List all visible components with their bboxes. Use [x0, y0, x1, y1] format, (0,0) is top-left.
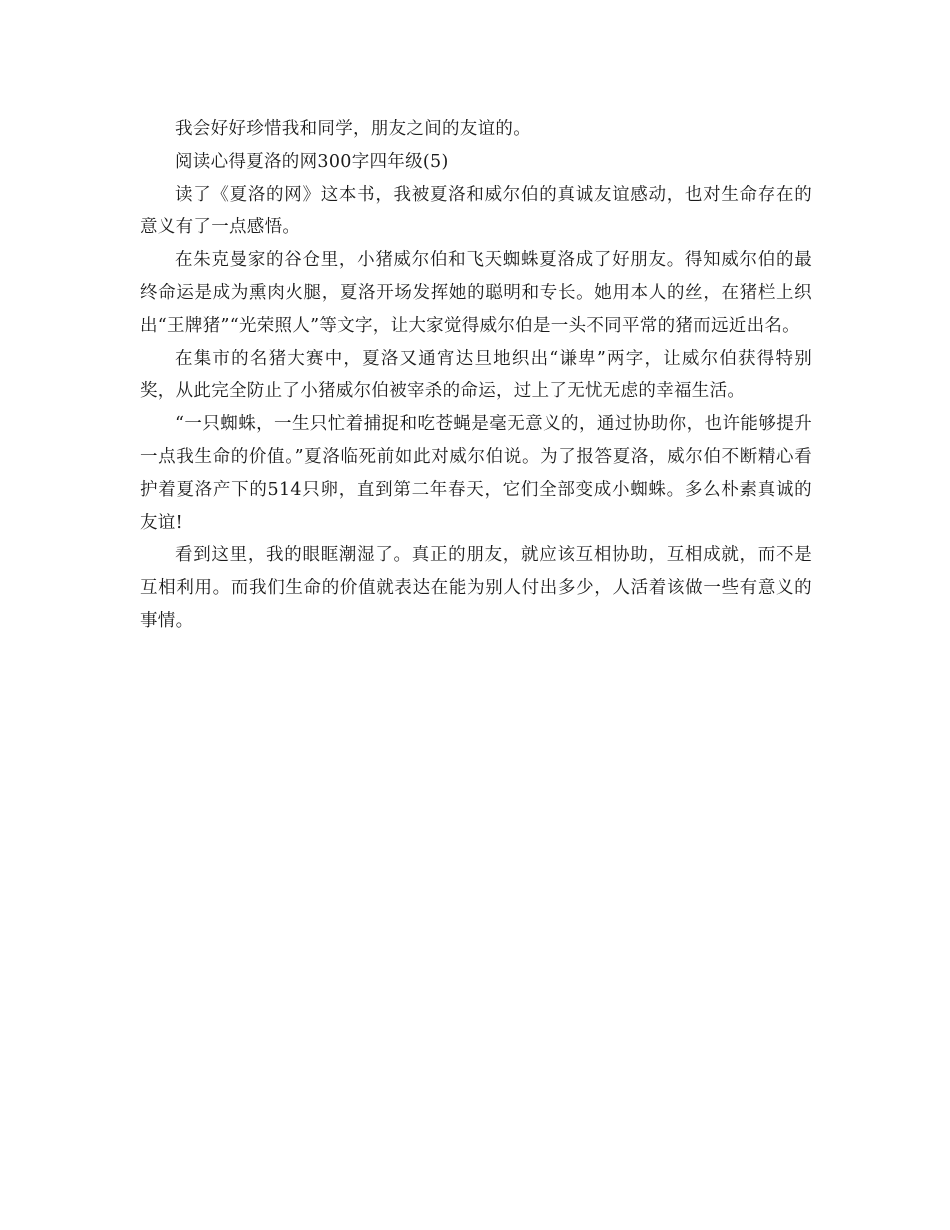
paragraph-closing-line: 我会好好珍惜我和同学，朋友之间的友谊的。 [175, 119, 531, 139]
paragraph-barn: 在朱克曼家的谷仓里，小猪威尔伯和飞天蜘蛛夏洛成了好朋友。得知威尔伯的最终命运是成为熏肉火腿，夏洛开场发挥她的聪明和专长。她用本人的丝，在猪栏上织出“王牌猪”“光荣照人”等文字，让大家觉得威尔伯是一头不同平常的猪而远近出名。 [140, 250, 812, 336]
essay-heading: 阅读心得夏洛的网300字四年级(5) [175, 151, 449, 172]
document-body [140, 113, 812, 638]
paragraph-conclusion: 看到这里，我的眼眶潮湿了。真正的朋友，就应该互相协助，互相成就，而不是互相利用。而我们生命的价值就表达在能为别人付出多少，人活着该做一些有意义的事情。 [140, 545, 812, 631]
paragraph-quote: “一只蜘蛛，一生只忙着捕捉和吃苍蝇是毫无意义的，通过协助你，也许能够提升一点我生命的价值。”夏洛临死前如此对威尔伯说。为了报答夏洛，威尔伯不断精心看护着夏洛产下的514只卵，直到第二年春天，它们全部变成小蜘蛛。多么朴素真诚的友谊! [140, 414, 812, 533]
paragraph-fair: 在集市的名猪大赛中，夏洛又通宵达旦地织出“谦卑”两字，让威尔伯获得特别奖，从此完全防止了小猪威尔伯被宰杀的命运，过上了无忧无虑的幸福生活。 [140, 348, 812, 402]
paragraph-intro: 读了《夏洛的网》这本书，我被夏洛和威尔伯的真诚友谊感动，也对生命存在的意义有了一点感悟。 [140, 184, 812, 238]
